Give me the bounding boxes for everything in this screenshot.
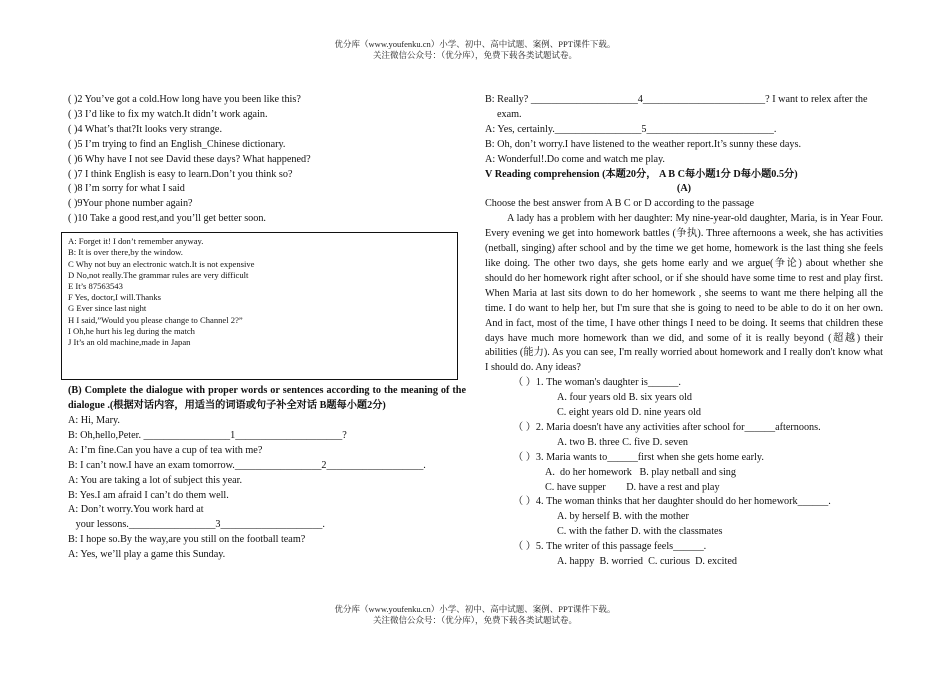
reading-question-1 bbox=[485, 376, 883, 421]
dialogue-line-2: B: Oh,hello,Peter. _________________1_____________________? bbox=[68, 429, 347, 441]
left-column bbox=[68, 93, 466, 563]
section-5-subtitle: (A) bbox=[676, 183, 692, 195]
page-footer bbox=[0, 604, 950, 626]
option-d: D No,not really.The grammar rules are very difficult bbox=[68, 269, 249, 280]
q3-stem: （ ）3. Maria wants to______first when she gets home early. bbox=[513, 451, 764, 463]
dialogue-line-4: B: I can’t now.I have an exam tomorrow._________________2___________________. bbox=[68, 459, 426, 471]
question-6: ( )6 Why have I not see David these days? What happened? bbox=[68, 153, 311, 165]
part-b-instruction: (B) Complete the dialogue with proper words or sentences according to the meaning of the dialogue .(根据对话内容，用适当的词语或句子补全对话 B题每小题2分) bbox=[68, 385, 466, 412]
part-a-questions bbox=[68, 93, 466, 227]
option-b: B: It is over there,by the window. bbox=[68, 247, 183, 258]
q1-stem: （ ）1. The woman's daughter is______. bbox=[513, 377, 681, 389]
q5-options: A. happy B. worried C. curious D. excited bbox=[557, 556, 737, 568]
right-column bbox=[485, 93, 883, 570]
page-header bbox=[0, 39, 950, 61]
footer-line-2: 关注微信公众号：（优分库），免费下载各类试题试卷。 bbox=[372, 615, 577, 625]
option-f: F Yes, doctor,I will.Thanks bbox=[68, 292, 161, 303]
reading-question-5 bbox=[485, 540, 883, 570]
q2-options: A. two B. three C. five D. seven bbox=[557, 436, 688, 448]
dialogue-line-8: your lessons._________________3____________________. bbox=[68, 519, 325, 531]
q3-options-cd: C. have supper D. have a rest and play bbox=[545, 481, 720, 493]
reading-question-4 bbox=[485, 495, 883, 540]
question-10: ( )10 Take a good rest,and you’ll get better soon. bbox=[68, 213, 266, 225]
option-i: I Oh,he hurt his leg during the match bbox=[68, 325, 195, 336]
dialogue-line-14: A: Wonderful!.Do come and watch me play. bbox=[485, 153, 665, 165]
dialogue-line-6: B: Yes.I am afraid I can’t do them well. bbox=[68, 489, 229, 501]
question-2: ( )2 You’ve got a cold.How long have you been like this? bbox=[68, 94, 301, 105]
reading-question-3 bbox=[485, 451, 883, 496]
option-e: E It’s 87563543 bbox=[68, 280, 123, 291]
question-3: ( )3 I’d like to fix my watch.It didn’t work again. bbox=[68, 108, 268, 120]
q4-options-ab: A. by herself B. with the mother bbox=[557, 511, 689, 523]
question-9: ( )9Your phone number again? bbox=[68, 198, 193, 210]
dialogue-line-10: A: Yes, we’ll play a game this Sunday. bbox=[68, 549, 226, 561]
option-c: C Why not buy an electronic watch.It is not expensive bbox=[68, 258, 255, 269]
q4-stem: （ ）4. The woman thinks that her daughter should do her homework______. bbox=[513, 496, 831, 508]
section-5-title: V Reading comprehension (本题20分， A B C每小题1分 D每小题0.5分) bbox=[485, 168, 798, 180]
dialogue-line-1: A: Hi, Mary. bbox=[68, 414, 120, 426]
dialogue-line-9: B: I hope so.By the way,are you still on the football team? bbox=[68, 534, 306, 546]
dialogue-line-12: A: Yes, certainly._________________5_________________________. bbox=[485, 123, 777, 135]
question-7: ( )7 I think English is easy to learn.Don’t you think so? bbox=[68, 168, 293, 180]
header-line-2: 关注微信公众号：（优分库），免费下载各类试题试卷。 bbox=[372, 50, 577, 60]
dialogue-line-7: A: Don’t worry.You work hard at bbox=[68, 504, 204, 516]
dialogue-line-11: B: Really? _____________________4________________________? I want to relex after the exam. bbox=[485, 94, 868, 120]
reading-passage: A lady has a problem with her daughter: My nine-year-old daughter, Maria, is in Year Four. Every evening we get into homework battles (争执). Three afternoons a week, she has activities (netball, singing) after school and by the time we get home, homework is the last thing she feels like doing. The other two days, she gets home early and we argue(争论) about whether she should do her homework right after school, or if she should have some time to rest and play first. When Maria at last sits down to do her homework , she seems to want me there helping all the time. I do want to help her, but I'm sure that she is going to need to be able to do it on her own. And in fact, most of the time, I have other things I need to be doing. It seems that children these days have much more homework than we did, and some of it is really beyond (超越) their abilities (能力). As you can see, I'm really worried about homework and I really don't know what I should do. Any ideas? bbox=[485, 213, 883, 374]
option-j: J It’s an old machine,made in Japan bbox=[68, 336, 191, 347]
question-4: ( )4 What’s that?It looks very strange. bbox=[68, 123, 222, 135]
option-a: A: Forget it! I don’t remember anyway. bbox=[68, 236, 204, 247]
q1-options-cd: C. eight years old D. nine years old bbox=[557, 407, 702, 419]
option-h: H I said,”Would you please change to Channel 2?” bbox=[68, 314, 243, 325]
q3-options-ab: A. do her homework B. play netball and sing bbox=[545, 466, 736, 478]
dialogue-line-13: B: Oh, don’t worry.I have listened to the weather report.It’s sunny these days. bbox=[485, 138, 802, 150]
reading-question-2 bbox=[485, 421, 883, 451]
header-line-1: 优分库（www.youfenku.cn）小学、初中、高中试题、案例、PPT课件下载。 bbox=[334, 39, 616, 49]
q4-options-cd: C. with the father D. with the classmates bbox=[557, 526, 723, 538]
q5-stem: （ ）5. The writer of this passage feels______. bbox=[513, 541, 707, 553]
reading-instruction: Choose the best answer from A B C or D according to the passage bbox=[485, 198, 755, 210]
option-g: G Ever since last night bbox=[68, 303, 147, 314]
answer-options-box bbox=[61, 232, 458, 380]
dialogue-line-3: A: I’m fine.Can you have a cup of tea with me? bbox=[68, 444, 263, 456]
q1-options-ab: A. four years old B. six years old bbox=[557, 392, 692, 404]
dialogue-line-5: A: You are taking a lot of subject this year. bbox=[68, 474, 243, 486]
question-5: ( )5 I’m trying to find an English_Chinese dictionary. bbox=[68, 138, 286, 150]
q2-stem: （ ）2. Maria doesn't have any activities after school for______afternoons. bbox=[513, 421, 821, 433]
question-8: ( )8 I’m sorry for what I said bbox=[68, 183, 185, 195]
footer-line-1: 优分库（www.youfenku.cn）小学、初中、高中试题、案例、PPT课件下载。 bbox=[334, 604, 616, 614]
